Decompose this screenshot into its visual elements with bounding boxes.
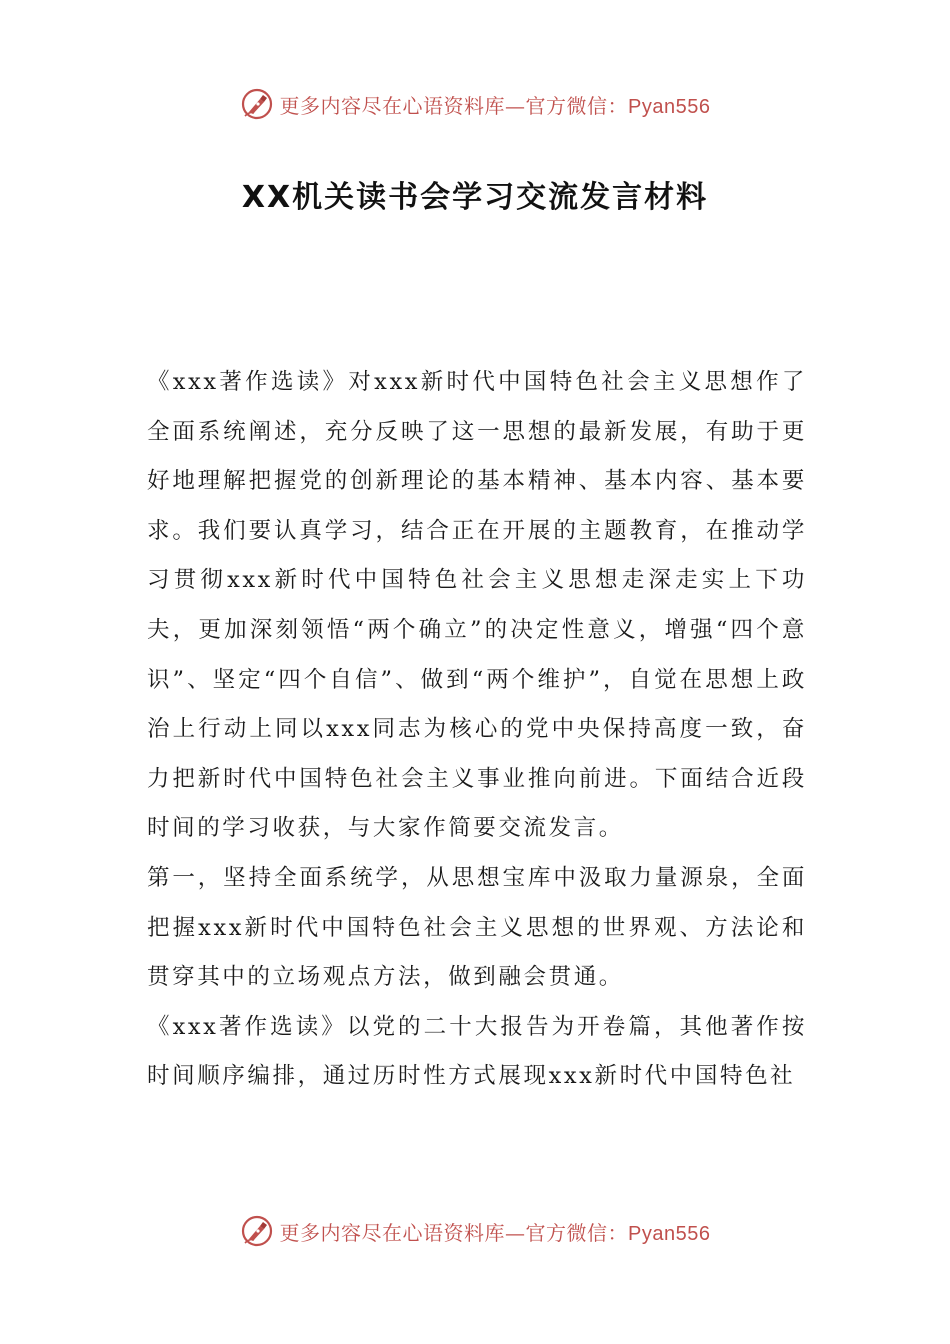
document-body — [147, 358, 807, 1102]
header-banner — [0, 84, 950, 124]
footer-banner — [0, 1211, 950, 1251]
wechat-id: Pyan556 — [628, 95, 711, 118]
banner-text — [280, 90, 711, 119]
paragraph: 第一，坚持全面系统学，从思想宝库中汲取力量源泉，全面把握xxx新时代中国特色社会主义思想的世界观、方法论和贯穿其中的立场观点方法，做到融会贯通。 — [147, 864, 807, 991]
pen-nib-logo-icon — [240, 87, 274, 121]
banner-slogan: 更多内容尽在心语资料库—官方微信： — [279, 93, 629, 118]
paragraph: 《xxx著作选读》以党的二十大报告为开卷篇，其他著作按时间顺序编排，通过历时性方式展现xxx新时代中国特色社 — [147, 1013, 807, 1090]
document-title: XX机关读书会学习交流发言材料 — [241, 180, 709, 215]
paragraph: 《xxx著作选读》对xxx新时代中国特色社会主义思想作了全面系统阐述，充分反映了这一思想的最新发展，有助于更好地理解把握党的创新理论的基本精神、基本内容、基本要求。我们要认真学习，结合正在开展的主题教育，在推动学习贯彻xxx新时代中国特色社会主义思想走深走实上下功夫，更加深刻领悟“两个确立”的决定性意义，增强“四个意识”、坚定“四个自信”、做到“两个维护”，自觉在思想上政治上行动上同以xxx同志为核心的党中央保持高度一致，奋力把新时代中国特色社会主义事业推向前进。下面结合近段时间的学习收获，与大家作简要交流发言。 — [147, 369, 807, 842]
banner-text — [280, 1217, 711, 1246]
pen-nib-logo-icon — [240, 1214, 274, 1248]
banner-slogan: 更多内容尽在心语资料库—官方微信： — [279, 1220, 629, 1245]
wechat-id: Pyan556 — [628, 1222, 711, 1245]
